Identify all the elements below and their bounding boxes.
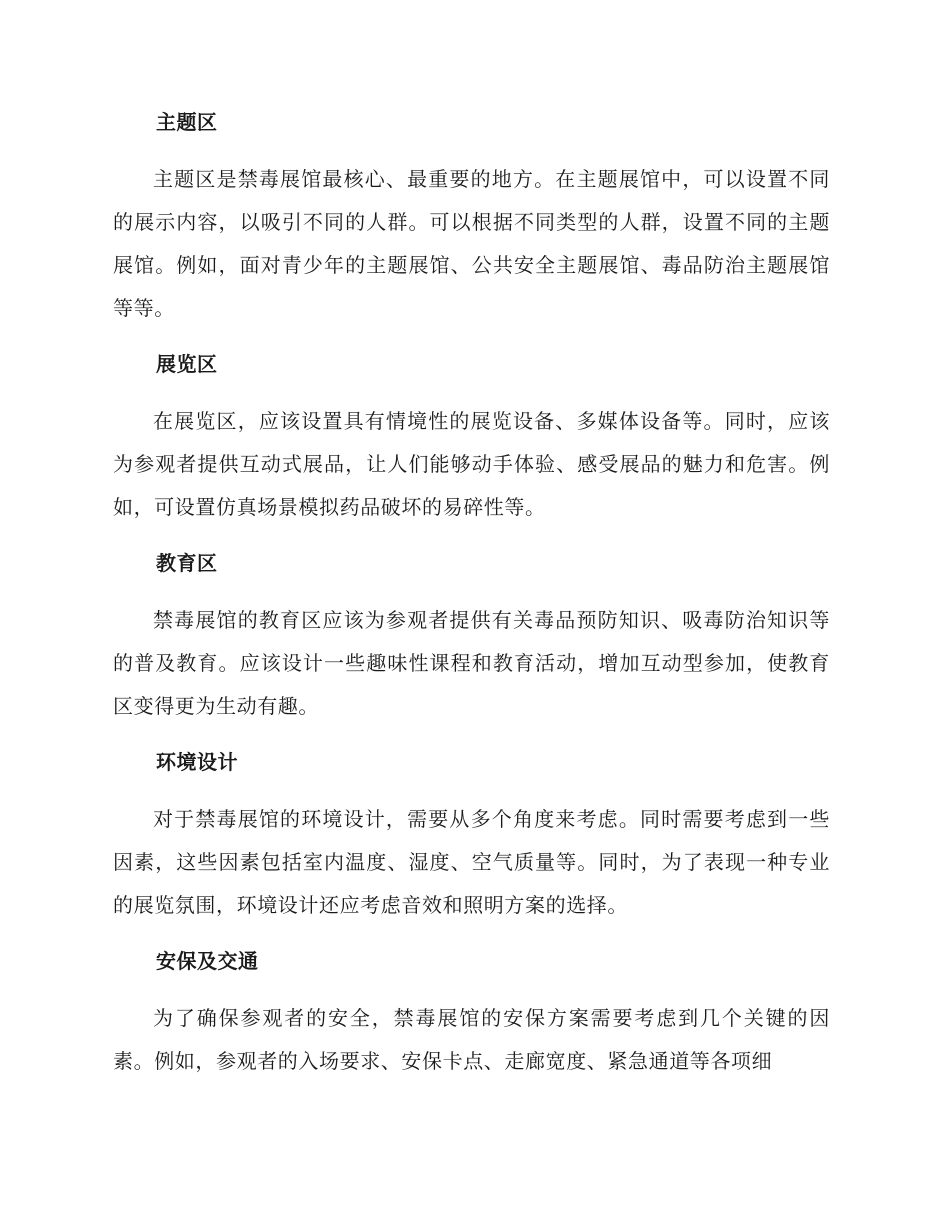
section-paragraph: 为了确保参观者的安全，禁毒展馆的安保方案需要考虑到几个关键的因素。例如，参观者的入场要求、安保卡点、走廊宽度、紧急通道等各项细 [113,1006,830,1073]
section-environment-design [0,748,950,927]
section-exhibition-area [0,350,950,529]
section-heading: 安保及交通 [156,949,259,973]
section-theme-area [0,108,950,330]
section-education-area [0,549,950,728]
section-heading: 展览区 [156,352,218,376]
section-security-traffic [0,947,950,1083]
section-paragraph: 在展览区，应该设置具有情境性的展览设备、多媒体设备等。同时，应该为参观者提供互动式展品，让人们能够动手体验、感受展品的魅力和危害。例如，可设置仿真场景模拟药品破坏的易碎性等。 [113,409,830,519]
section-paragraph: 禁毒展馆的教育区应该为参观者提供有关毒品预防知识、吸毒防治知识等的普及教育。应该设计一些趣味性课程和教育活动，增加互动型参加，使教育区变得更为生动有趣。 [113,608,830,718]
section-heading: 教育区 [156,551,218,575]
section-heading: 主题区 [156,110,218,134]
section-paragraph: 对于禁毒展馆的环境设计，需要从多个角度来考虑。同时需要考虑到一些因素，这些因素包括室内温度、湿度、空气质量等。同时，为了表现一种专业的展览氛围，环境设计还应考虑音效和照明方案的选择。 [113,807,830,917]
section-heading: 环境设计 [156,750,238,774]
section-paragraph: 主题区是禁毒展馆最核心、最重要的地方。在主题展馆中，可以设置不同的展示内容，以吸引不同的人群。可以根据不同类型的人群，设置不同的主题展馆。例如，面对青少年的主题展馆、公共安全主题展馆、毒品防治主题展馆等等。 [113,167,830,320]
